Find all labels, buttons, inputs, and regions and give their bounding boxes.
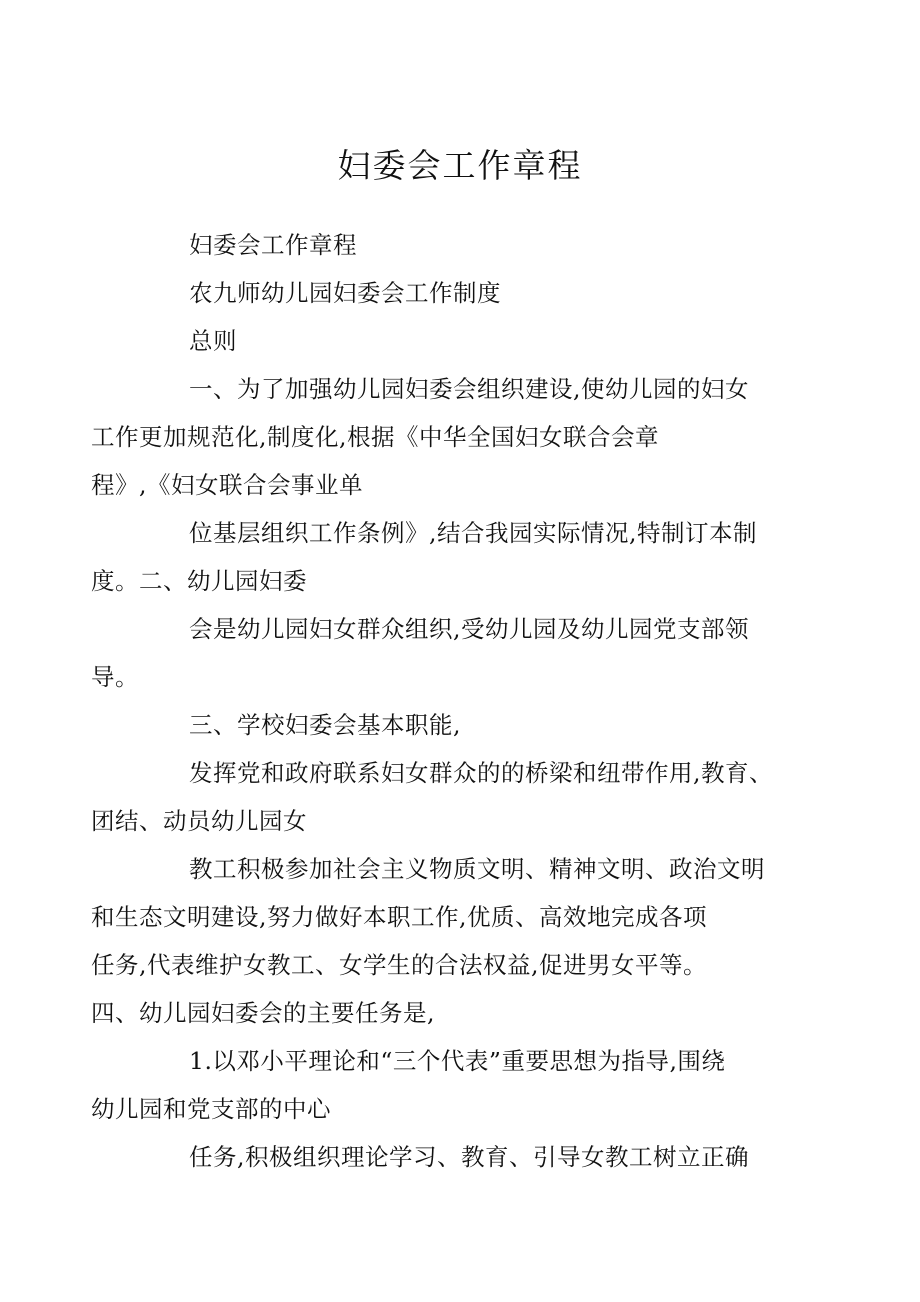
text-line: 教工积极参加社会主义物质文明、精神文明、政治文明 [189, 855, 765, 883]
paragraph [91, 749, 800, 845]
text-line: 和生态文明建设,努力做好本职工作,优质、高效地完成各项 [91, 903, 707, 931]
text-line: 妇委会工作章程 [189, 231, 357, 259]
text-line: 任务,积极组织理论学习、教育、引导女教工树立正确 [189, 1143, 749, 1171]
text-line: 位基层组织工作条例》,结合我园实际情况,特制订本制 [189, 519, 757, 547]
paragraph [140, 1133, 800, 1181]
paragraph [91, 1037, 800, 1133]
text-line: 四、幼儿园妇委会的主要任务是, [91, 999, 435, 1027]
text-line: 程》,《妇女联合会事业单 [91, 471, 363, 499]
paragraph [91, 365, 800, 509]
text-line: 团结、动员幼儿园女 [91, 807, 307, 835]
document-body [91, 221, 800, 1181]
paragraph [91, 845, 800, 1037]
text-line: 一、为了加强幼儿园妇委会组织建设,使幼儿园的妇女 [189, 375, 749, 403]
text-line: 幼儿园和党支部的中心 [91, 1095, 331, 1123]
text-line: 工作更加规范化,制度化,根据《中华全国妇女联合会章 [91, 423, 659, 451]
text-line: 三、学校妇委会基本职能, [189, 711, 461, 739]
paragraph [91, 509, 800, 605]
text-line: 度。二、幼儿园妇委 [91, 567, 307, 595]
paragraph [140, 701, 800, 749]
text-line: 农九师幼儿园妇委会工作制度 [189, 279, 501, 307]
paragraph [140, 221, 800, 269]
paragraph [91, 605, 800, 701]
text-line: 任务,代表维护女教工、女学生的合法权益,促进男女平等。 [91, 951, 707, 979]
document-title: 妇委会工作章程 [337, 146, 583, 185]
text-line: 总则 [189, 327, 237, 355]
paragraph [140, 269, 800, 317]
text-line: 1.以邓小平理论和“三个代表”重要思想为指导,围绕 [189, 1047, 726, 1075]
text-line: 会是幼儿园妇女群众组织,受幼儿园及幼儿园党支部领 [189, 615, 749, 643]
text-line: 发挥党和政府联系妇女群众的的桥梁和纽带作用,教育、 [189, 759, 773, 787]
paragraph [140, 317, 800, 365]
text-line: 导。 [91, 663, 139, 691]
